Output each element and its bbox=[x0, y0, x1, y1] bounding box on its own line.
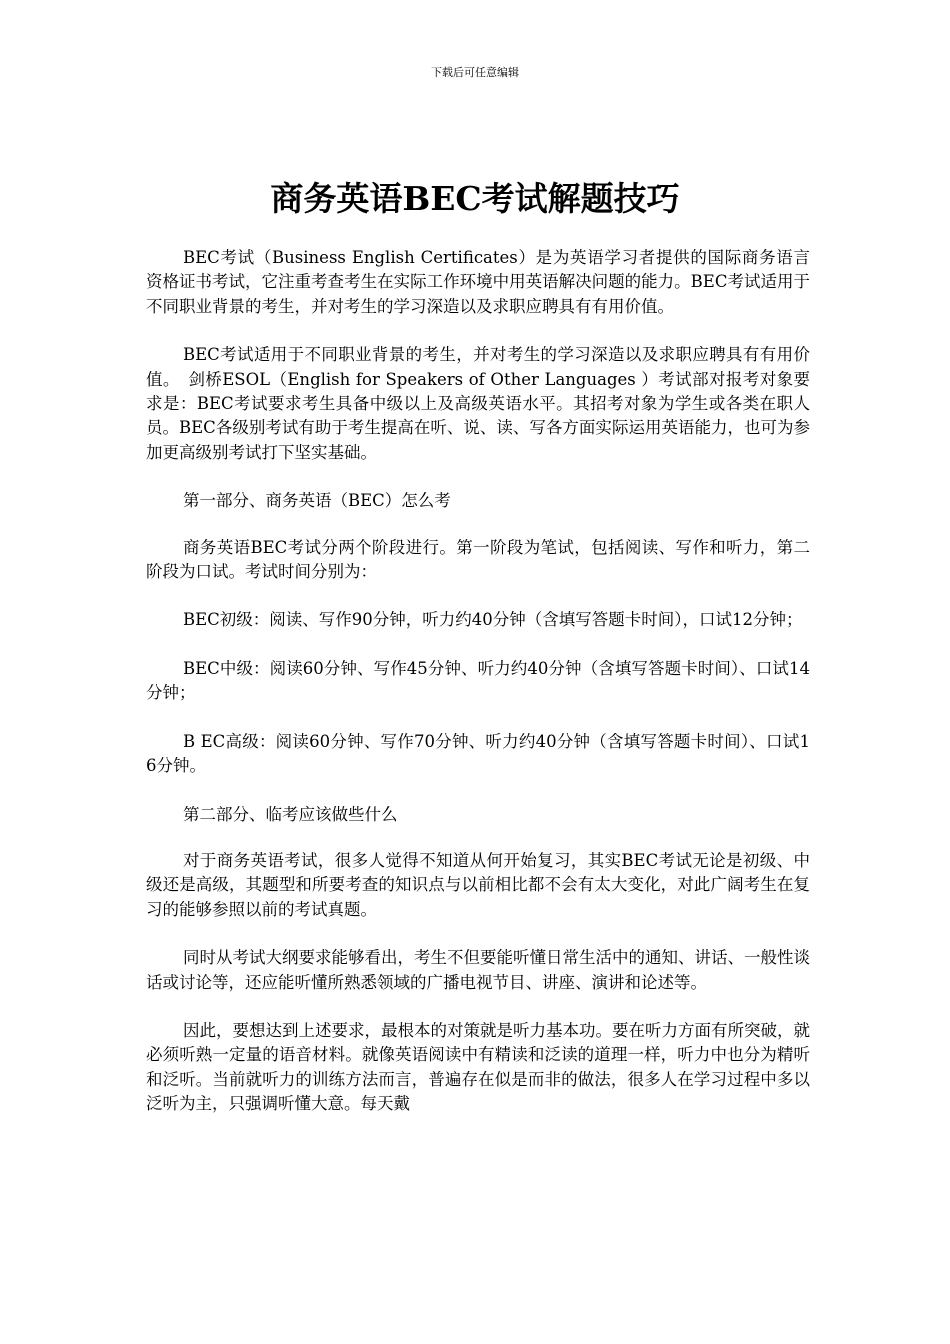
document-body bbox=[146, 246, 810, 1141]
paragraph-bec-higher: B EC高级：阅读60分钟、写作70分钟、听力约40分钟（含填写答题卡时间）、口试16分钟。 bbox=[146, 731, 810, 776]
paragraph-intro: BEC考试（Business English Certificates）是为英语学习者提供的国际商务语言资格证书考试，它注重考查考生在实际工作环境中用英语解决问题的能力。BEC考试适用于不同职业背景的考生，并对考生的学习深造以及求职应聘具有有用价值。 bbox=[146, 248, 810, 316]
section-heading-part-two: 第二部分、临考应该做些什么 bbox=[183, 804, 398, 824]
section-heading-part-one: 第一部分、商务英语（BEC）怎么考 bbox=[183, 491, 451, 511]
paragraph-esol-requirements: BEC考试适用于不同职业背景的考生，并对考生的学习深造以及求职应聘具有有用价值。 剑桥ESOL（English for Speakers of Other Languages ）考试部对报考对象要求是：BEC考试要求考生具备中级以上及高级英语水平。其招考对象为学生或各类在职人员。BEC各级别考试有助于考生提高在听、说、读、写各方面实际运用英语能力，也可为参加更高级别考试打下坚实基础。 bbox=[146, 345, 810, 462]
paragraph-syllabus-listening: 同时从考试大纲要求能够看出，考生不但要能听懂日常生活中的通知、讲话、一般性谈话或讨论等，还应能听懂所熟悉领域的广播电视节目、讲座、演讲和论述等。 bbox=[146, 948, 810, 992]
paragraph-bec-preliminary: BEC初级：阅读、写作90分钟，听力约40分钟（含填写答题卡时间），口试12分钟； bbox=[183, 610, 803, 630]
paragraph-bec-vantage: BEC中级：阅读60分钟、写作45分钟、听力约40分钟（含填写答题卡时间）、口试14分钟； bbox=[146, 658, 810, 703]
page-header-note: 下载后可任意编辑 bbox=[431, 66, 519, 79]
paragraph-exam-stages: 商务英语BEC考试分两个阶段进行。第一阶段为笔试，包括阅读、写作和听力，第二阶段为口试。考试时间分别为： bbox=[146, 537, 810, 582]
document-title: 商务英语BEC考试解题技巧 bbox=[270, 179, 680, 218]
paragraph-listening-strategy: 因此，要想达到上述要求，最根本的对策就是听力基本功。要在听力方面有所突破，就必须听熟一定量的语音材料。就像英语阅读中有精读和泛读的道理一样，听力中也分为精听和泛听。当前就听力的训练方法而言，普遍存在似是而非的做法，很多人在学习过程中多以泛听为主，只强调听懂大意。每天戴 bbox=[146, 1020, 810, 1114]
paragraph-review-advice: 对于商务英语考试，很多人觉得不知道从何开始复习，其实BEC考试无论是初级、中级还是高级，其题型和所要考查的知识点与以前相比都不会有太大变化，对此广阔考生在复习的能够参照以前的考试真题。 bbox=[146, 850, 810, 919]
